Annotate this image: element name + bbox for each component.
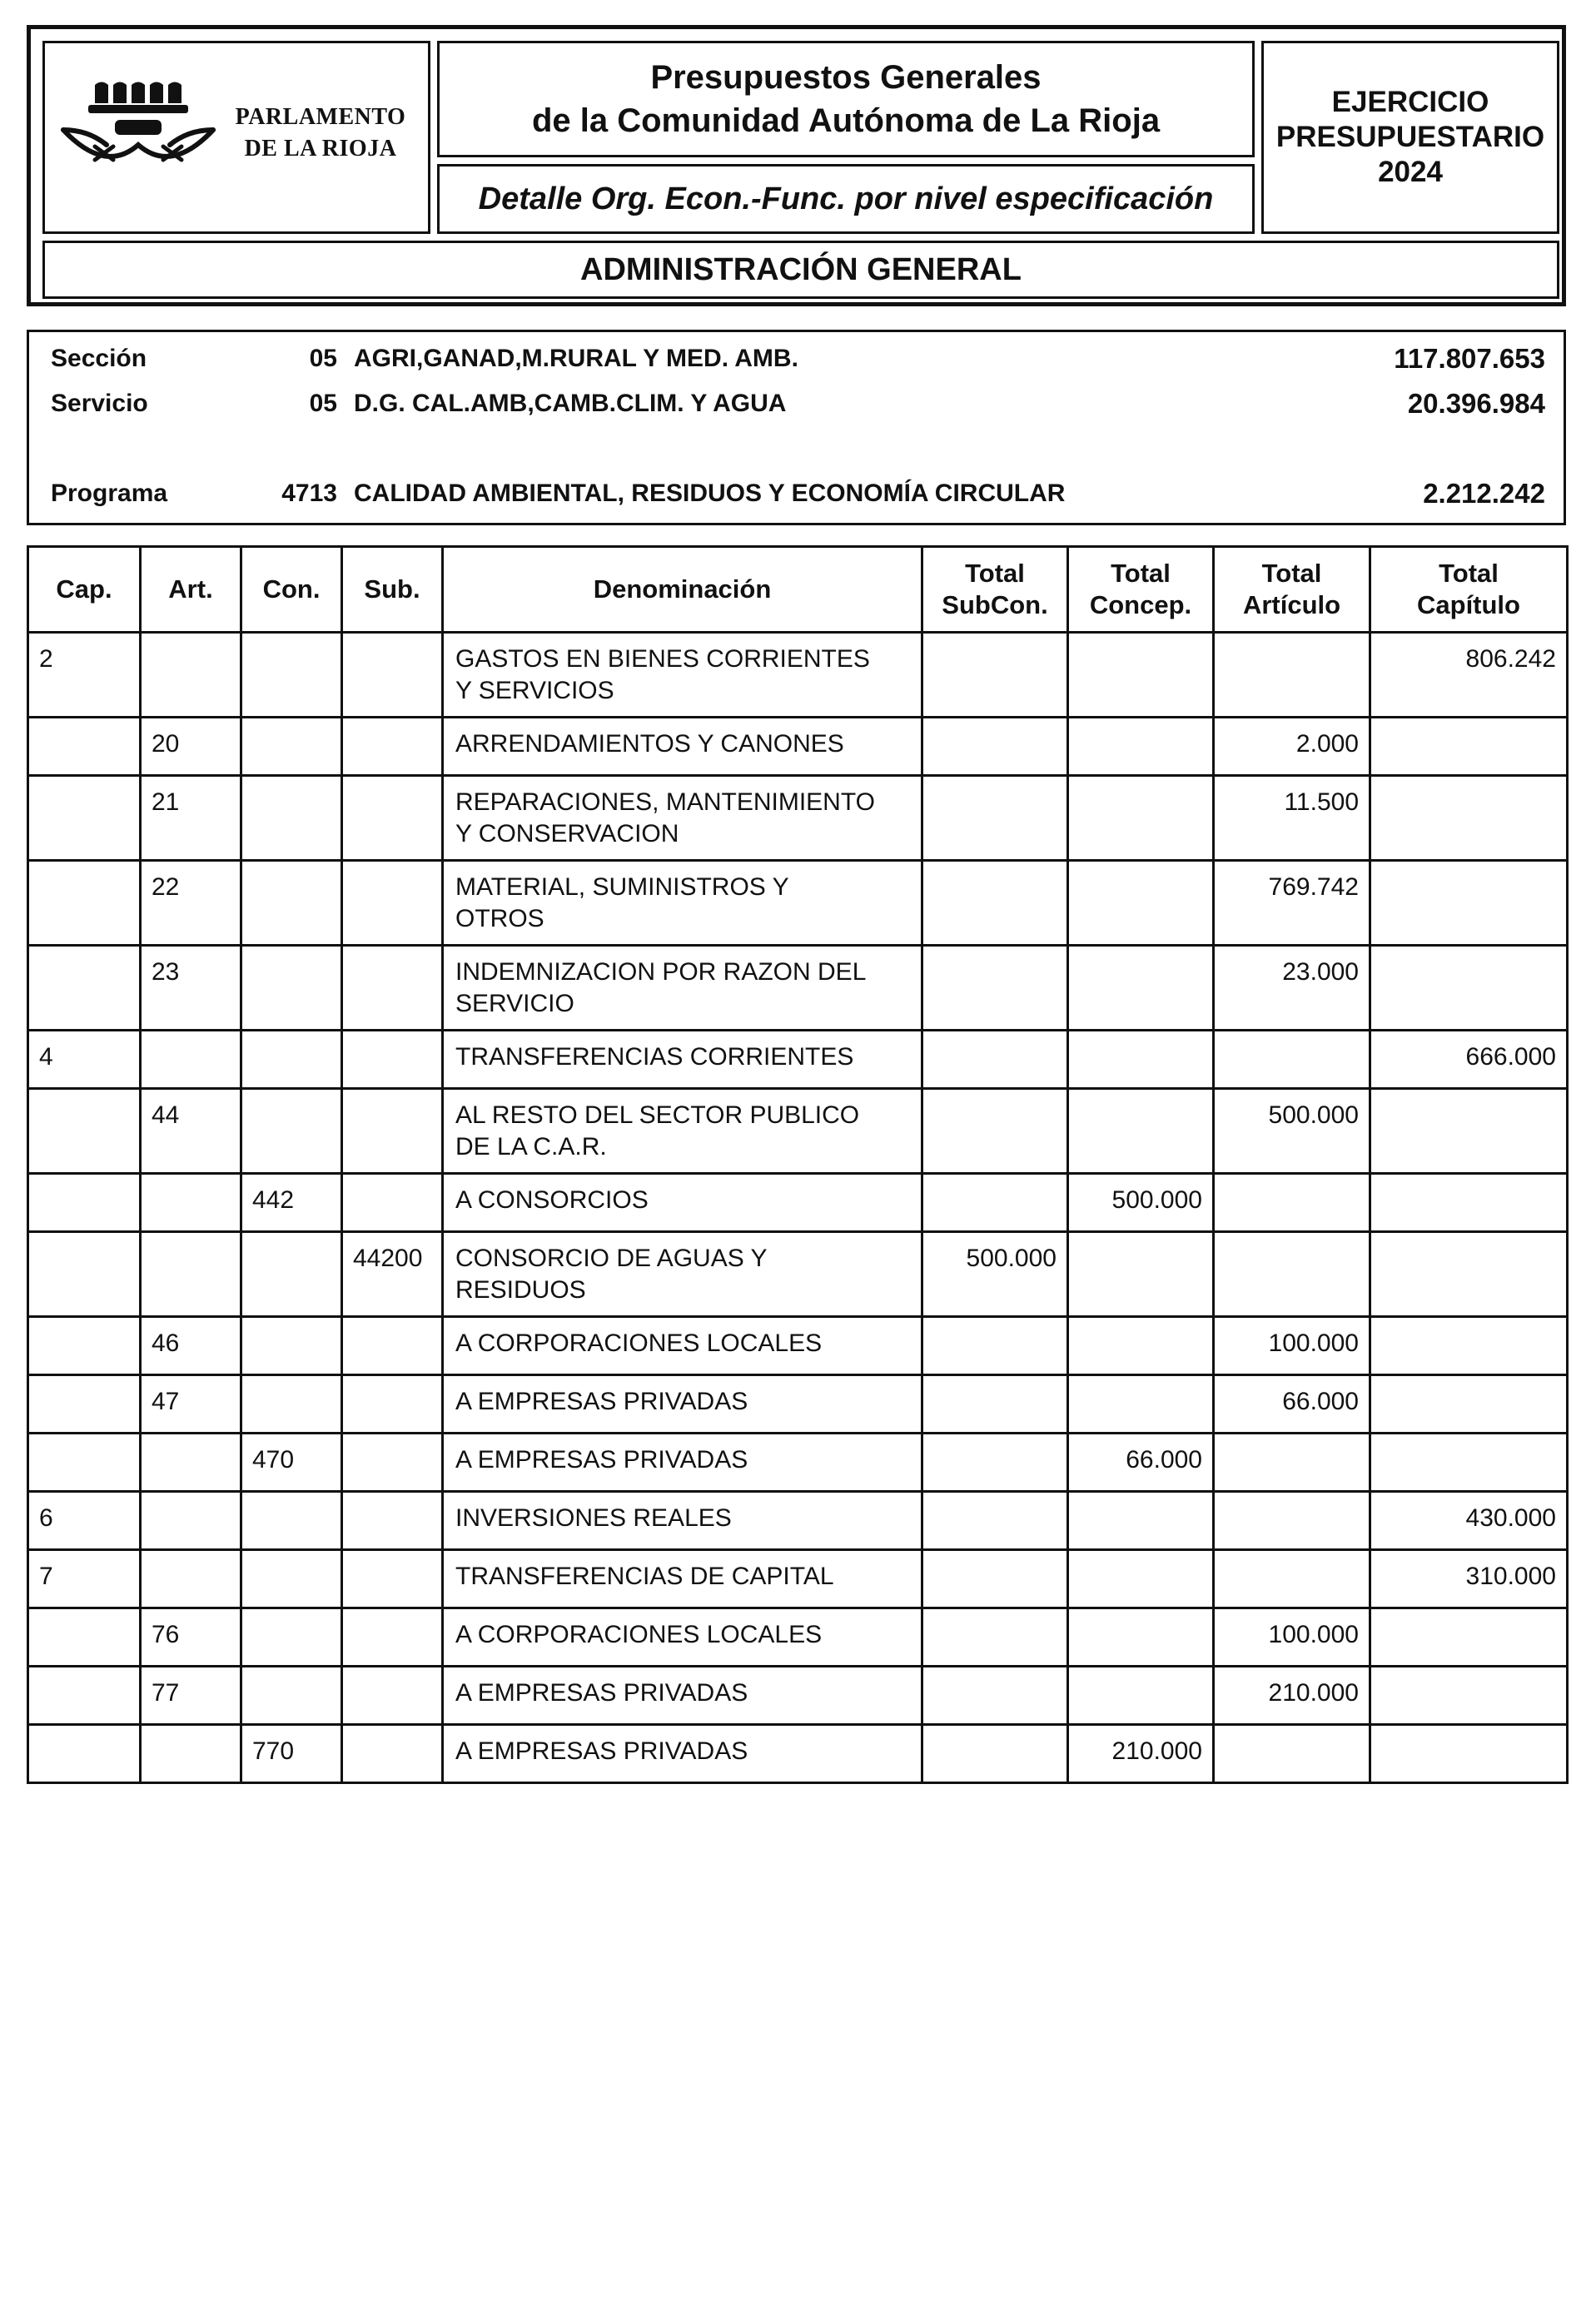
cell-cap: [28, 1725, 141, 1783]
cell-con: [241, 1492, 342, 1550]
table-header: [28, 547, 1568, 633]
parliament-name: PARLAMENTO DE LA RIOJA: [235, 104, 406, 162]
cell-cap: 7: [28, 1550, 141, 1608]
cell-con: [241, 1550, 342, 1608]
cell-total-articulo: 100.000: [1214, 1608, 1370, 1667]
denominacion-line: RESIDUOS: [455, 1276, 586, 1304]
cell-total-subcon: [922, 1089, 1068, 1174]
cell-total-articulo: 2.000: [1214, 718, 1370, 776]
cell-total-capitulo: [1370, 776, 1568, 861]
table-row: [28, 1608, 1568, 1667]
cell-total-articulo: [1214, 1174, 1370, 1232]
denominacion-line: INVERSIONES REALES: [455, 1504, 732, 1532]
table-row: [28, 1174, 1568, 1232]
parliament-emblem-icon: [55, 78, 218, 186]
cell-denominacion: [443, 1317, 922, 1375]
col-total-capitulo: Total Capítulo: [1370, 547, 1568, 633]
cell-cap: [28, 1608, 141, 1667]
cell-denominacion: [443, 1089, 922, 1174]
cell-sub: [342, 1031, 443, 1089]
cell-con: [241, 861, 342, 946]
cell-total-concep: [1068, 861, 1214, 946]
table-row: [28, 946, 1568, 1031]
cell-con: [241, 718, 342, 776]
cell-sub: [342, 946, 443, 1031]
denominacion-line: A EMPRESAS PRIVADAS: [455, 1737, 748, 1765]
denominacion-line: A EMPRESAS PRIVADAS: [455, 1679, 748, 1707]
cell-total-capitulo: [1370, 1232, 1568, 1317]
cell-denominacion: [443, 1550, 922, 1608]
table-row: [28, 1375, 1568, 1434]
col-total-subcon: Total SubCon.: [922, 547, 1068, 633]
cell-sub: [342, 718, 443, 776]
cell-sub: [342, 1492, 443, 1550]
cell-con: [241, 1667, 342, 1725]
cell-sub: [342, 1434, 443, 1492]
denominacion-line: TRANSFERENCIAS CORRIENTES: [455, 1043, 854, 1071]
cell-cap: [28, 1174, 141, 1232]
cell-denominacion: [443, 633, 922, 718]
cell-con: 442: [241, 1174, 342, 1232]
cell-total-concep: 500.000: [1068, 1174, 1214, 1232]
document-header: [27, 25, 1566, 306]
cell-art: [141, 1434, 241, 1492]
denominacion-line: INDEMNIZACION POR RAZON DEL: [455, 958, 867, 986]
cell-art: [141, 633, 241, 718]
cell-art: 46: [141, 1317, 241, 1375]
table-row: [28, 776, 1568, 861]
cell-cap: [28, 946, 141, 1031]
cell-cap: 2: [28, 633, 141, 718]
col-sub: Sub.: [342, 547, 443, 633]
cell-art: 44: [141, 1089, 241, 1174]
cell-cap: [28, 1317, 141, 1375]
cell-total-concep: [1068, 1667, 1214, 1725]
cell-total-subcon: [922, 1375, 1068, 1434]
cell-art: 76: [141, 1608, 241, 1667]
table-row: [28, 1232, 1568, 1317]
cell-denominacion: [443, 1492, 922, 1550]
table-row: [28, 1725, 1568, 1783]
budget-table: [27, 545, 1569, 1784]
cell-total-subcon: [922, 1550, 1068, 1608]
administration-title: ADMINISTRACIÓN GENERAL: [580, 251, 1022, 287]
cell-sub: 44200: [342, 1232, 443, 1317]
cell-total-subcon: [922, 1031, 1068, 1089]
cell-total-concep: [1068, 776, 1214, 861]
cell-total-subcon: [922, 1608, 1068, 1667]
cell-total-articulo: 100.000: [1214, 1317, 1370, 1375]
denominacion-line: TRANSFERENCIAS DE CAPITAL: [455, 1563, 834, 1590]
cell-total-concep: [1068, 1232, 1214, 1317]
cell-con: [241, 1232, 342, 1317]
cell-total-concep: [1068, 1031, 1214, 1089]
denominacion-line: A EMPRESAS PRIVADAS: [455, 1446, 748, 1474]
table-row: [28, 1317, 1568, 1375]
cell-art: [141, 1550, 241, 1608]
denominacion-line: A EMPRESAS PRIVADAS: [455, 1388, 748, 1415]
cell-total-articulo: 769.742: [1214, 861, 1370, 946]
cell-art: 22: [141, 861, 241, 946]
cell-total-articulo: [1214, 1725, 1370, 1783]
table-body: [28, 633, 1568, 1783]
document-subtitle-box: [437, 164, 1255, 234]
cell-total-capitulo: [1370, 946, 1568, 1031]
cell-total-articulo: [1214, 1232, 1370, 1317]
cell-con: [241, 1317, 342, 1375]
cell-total-articulo: 23.000: [1214, 946, 1370, 1031]
cell-total-capitulo: [1370, 1725, 1568, 1783]
cell-art: 47: [141, 1375, 241, 1434]
denominacion-line: MATERIAL, SUMINISTROS Y: [455, 873, 789, 901]
cell-total-capitulo: [1370, 1317, 1568, 1375]
table-row: [28, 1492, 1568, 1550]
cell-total-capitulo: 430.000: [1370, 1492, 1568, 1550]
cell-total-subcon: [922, 633, 1068, 718]
denominacion-line: DE LA C.A.R.: [455, 1133, 607, 1160]
cell-sub: [342, 861, 443, 946]
document-title-box: [437, 41, 1255, 157]
table-row: [28, 861, 1568, 946]
servicio-row: Servicio 05 D.G. CAL.AMB,CAMB.CLIM. Y AGUA 20.396.984: [51, 388, 1545, 419]
cell-total-capitulo: [1370, 1174, 1568, 1232]
cell-total-concep: [1068, 1375, 1214, 1434]
fiscal-year: 2024: [1378, 156, 1443, 188]
col-cap: Cap.: [28, 547, 141, 633]
cell-total-subcon: [922, 1434, 1068, 1492]
cell-total-subcon: [922, 861, 1068, 946]
denominacion-line: A CORPORACIONES LOCALES: [455, 1621, 823, 1648]
cell-sub: [342, 776, 443, 861]
cell-total-subcon: [922, 1725, 1068, 1783]
col-total-articulo: Total Artículo: [1214, 547, 1370, 633]
cell-total-capitulo: [1370, 718, 1568, 776]
cell-denominacion: [443, 1434, 922, 1492]
cell-total-articulo: [1214, 1550, 1370, 1608]
cell-sub: [342, 1667, 443, 1725]
cell-total-articulo: [1214, 1434, 1370, 1492]
cell-con: 470: [241, 1434, 342, 1492]
cell-total-subcon: [922, 718, 1068, 776]
cell-cap: [28, 718, 141, 776]
cell-art: 20: [141, 718, 241, 776]
cell-sub: [342, 1089, 443, 1174]
cell-sub: [342, 1174, 443, 1232]
cell-total-articulo: 66.000: [1214, 1375, 1370, 1434]
cell-denominacion: [443, 1174, 922, 1232]
cell-art: 21: [141, 776, 241, 861]
cell-denominacion: [443, 1667, 922, 1725]
cell-sub: [342, 1375, 443, 1434]
cell-total-articulo: [1214, 1031, 1370, 1089]
cell-con: [241, 1089, 342, 1174]
cell-total-concep: [1068, 1550, 1214, 1608]
cell-total-capitulo: [1370, 1089, 1568, 1174]
cell-total-capitulo: [1370, 1434, 1568, 1492]
cell-total-concep: [1068, 1492, 1214, 1550]
col-art: Art.: [141, 547, 241, 633]
cell-art: [141, 1174, 241, 1232]
programa-row: Programa 4713 CALIDAD AMBIENTAL, RESIDUOS Y ECONOMÍA CIRCULAR 2.212.242: [51, 478, 1545, 509]
cell-con: [241, 1375, 342, 1434]
cell-con: [241, 946, 342, 1031]
cell-denominacion: [443, 1725, 922, 1783]
cell-denominacion: [443, 1375, 922, 1434]
cell-art: 23: [141, 946, 241, 1031]
cell-total-articulo: 210.000: [1214, 1667, 1370, 1725]
denominacion-line: REPARACIONES, MANTENIMIENTO: [455, 788, 875, 816]
cell-total-articulo: 11.500: [1214, 776, 1370, 861]
denominacion-line: A CORPORACIONES LOCALES: [455, 1329, 823, 1357]
table-row: [28, 1550, 1568, 1608]
cell-cap: [28, 1232, 141, 1317]
denominacion-line: Y SERVICIOS: [455, 677, 614, 704]
administration-band: [42, 241, 1559, 299]
table-row: [28, 1434, 1568, 1492]
cell-total-concep: [1068, 946, 1214, 1031]
cell-cap: [28, 861, 141, 946]
cell-total-capitulo: [1370, 1608, 1568, 1667]
cell-total-capitulo: 666.000: [1370, 1031, 1568, 1089]
cell-denominacion: [443, 861, 922, 946]
cell-cap: [28, 1375, 141, 1434]
cell-cap: [28, 776, 141, 861]
cell-total-concep: [1068, 1317, 1214, 1375]
denominacion-line: SERVICIO: [455, 990, 574, 1017]
cell-sub: [342, 1317, 443, 1375]
document-subtitle: Detalle Org. Econ.-Func. por nivel especificación: [478, 181, 1214, 216]
cell-total-concep: [1068, 633, 1214, 718]
cell-denominacion: [443, 1608, 922, 1667]
cell-con: [241, 1031, 342, 1089]
cell-total-subcon: [922, 946, 1068, 1031]
cell-art: [141, 1725, 241, 1783]
denominacion-line: ARRENDAMIENTOS Y CANONES: [455, 730, 844, 758]
cell-art: 77: [141, 1667, 241, 1725]
col-total-concep: Total Concep.: [1068, 547, 1214, 633]
cell-total-concep: 66.000: [1068, 1434, 1214, 1492]
cell-con: [241, 633, 342, 718]
table-row: [28, 1089, 1568, 1174]
denominacion-line: OTROS: [455, 905, 544, 932]
cell-sub: [342, 1608, 443, 1667]
denominacion-line: GASTOS EN BIENES CORRIENTES: [455, 645, 870, 673]
cell-total-concep: [1068, 1089, 1214, 1174]
cell-total-articulo: [1214, 633, 1370, 718]
cell-total-capitulo: [1370, 861, 1568, 946]
cell-total-concep: [1068, 1608, 1214, 1667]
cell-sub: [342, 1550, 443, 1608]
cell-cap: 6: [28, 1492, 141, 1550]
col-con: Con.: [241, 547, 342, 633]
cell-total-concep: 210.000: [1068, 1725, 1214, 1783]
cell-total-capitulo: 310.000: [1370, 1550, 1568, 1608]
fiscal-year-box: EJERCICIO PRESUPUESTARIO 2024: [1261, 41, 1559, 234]
cell-total-subcon: [922, 776, 1068, 861]
cell-art: [141, 1031, 241, 1089]
budget-section-info: [27, 330, 1566, 525]
cell-cap: [28, 1434, 141, 1492]
parliament-logo-box: [42, 41, 430, 234]
cell-total-capitulo: [1370, 1667, 1568, 1725]
cell-total-subcon: [922, 1174, 1068, 1232]
cell-con: [241, 776, 342, 861]
cell-cap: 4: [28, 1031, 141, 1089]
cell-denominacion: [443, 946, 922, 1031]
seccion-row: Sección 05 AGRI,GANAD,M.RURAL Y MED. AMB. 117.807.653: [51, 343, 1545, 374]
table-row: [28, 1667, 1568, 1725]
cell-denominacion: [443, 776, 922, 861]
denominacion-line: Y CONSERVACION: [455, 820, 679, 847]
cell-denominacion: [443, 718, 922, 776]
cell-sub: [342, 1725, 443, 1783]
table-row: [28, 633, 1568, 718]
cell-total-subcon: [922, 1492, 1068, 1550]
document-title-line-1: Presupuestos Generales: [650, 59, 1042, 96]
cell-total-articulo: [1214, 1492, 1370, 1550]
cell-sub: [342, 633, 443, 718]
cell-total-articulo: 500.000: [1214, 1089, 1370, 1174]
col-denominacion: Denominación: [443, 547, 922, 633]
denominacion-line: AL RESTO DEL SECTOR PUBLICO: [455, 1101, 860, 1129]
table-row: [28, 718, 1568, 776]
cell-cap: [28, 1667, 141, 1725]
cell-art: [141, 1232, 241, 1317]
cell-total-concep: [1068, 718, 1214, 776]
cell-cap: [28, 1089, 141, 1174]
cell-con: [241, 1608, 342, 1667]
cell-con: 770: [241, 1725, 342, 1783]
cell-total-subcon: [922, 1667, 1068, 1725]
cell-total-subcon: 500.000: [922, 1232, 1068, 1317]
denominacion-line: CONSORCIO DE AGUAS Y: [455, 1245, 768, 1272]
denominacion-line: A CONSORCIOS: [455, 1186, 649, 1214]
table-row: [28, 1031, 1568, 1089]
cell-total-subcon: [922, 1317, 1068, 1375]
cell-denominacion: [443, 1232, 922, 1317]
cell-total-capitulo: 806.242: [1370, 633, 1568, 718]
cell-total-capitulo: [1370, 1375, 1568, 1434]
document-title-line-2: de la Comunidad Autónoma de La Rioja: [531, 102, 1161, 139]
cell-art: [141, 1492, 241, 1550]
cell-denominacion: [443, 1031, 922, 1089]
